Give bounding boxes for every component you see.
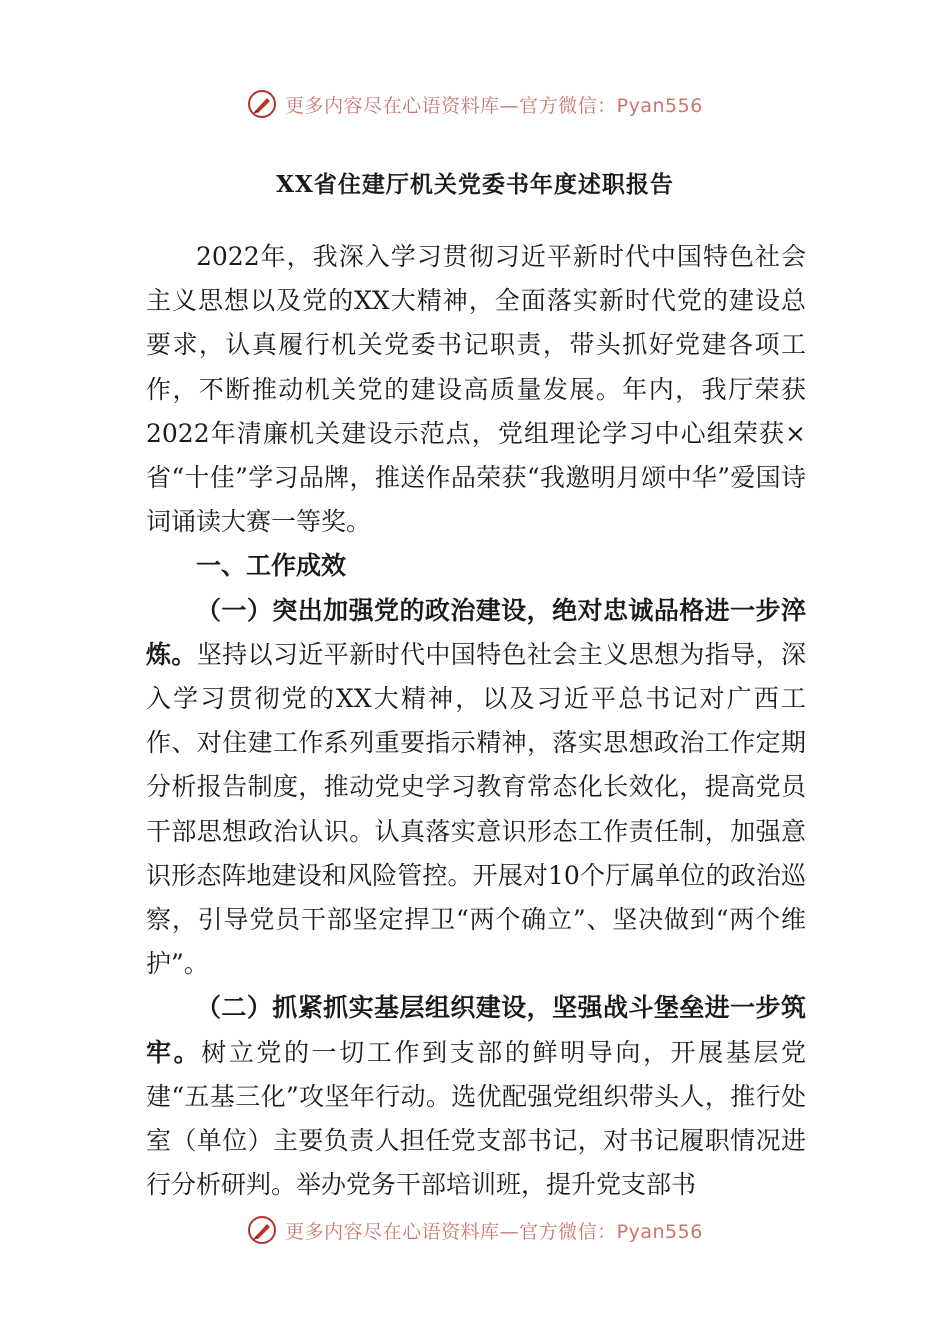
pen-logo-icon [247,1215,277,1245]
watermark-text: 更多内容尽在心语资料库—官方微信：Pyan556 [285,94,703,117]
pen-logo-icon [247,89,277,119]
watermark-text: 更多内容尽在心语资料库—官方微信：Pyan556 [285,1220,703,1243]
watermark-banner-bottom [0,1210,950,1250]
document-body [146,235,806,1207]
paragraph-2-lead: （二）抓紧抓实基层组织建设，坚强战斗堡垒进一步筑牢。 [146,993,806,1067]
paragraph-1 [146,589,806,987]
paragraph-2-body: 树立党的一切工作到支部的鲜明导向，开展基层党建“五基三化”攻坚年行动。选优配强党组织带头人，推行处室（单位）主要负责人担任党支部书记，对书记履职情况进行分析研判。举办党务干部培训班，提升党支部书 [146,1037,806,1200]
paragraph-1-body: 坚持以习近平新时代中国特色社会主义思想为指导，深入学习贯彻党的XX大精神，以及习近平总书记对广西工作、对住建工作系列重要指示精神，落实思想政治工作定期分析报告制度，推动党史学习教育常态化长效化，提高党员干部思想政治认识。认真落实意识形态工作责任制，加强意识形态阵地建设和风险管控。开展对10个厅属单位的政治巡察，引导党员干部坚定捍卫“两个确立”、坚决做到“两个维护”。 [146,639,806,979]
section-heading: 一、工作成效 [196,551,347,581]
watermark-banner-top [0,84,950,124]
intro-paragraph: 2022年，我深入学习贯彻习近平新时代中国特色社会主义思想以及党的XX大精神，全面落实新时代党的建设总要求，认真履行机关党委书记职责，带头抓好党建各项工作，不断推动机关党的建设高质量发展。年内，我厅荣获2022年清廉机关建设示范点，党组理论学习中心组荣获×省“十佳”学习品牌，推送作品荣获“我邀明月颂中华”爱国诗词诵读大赛一等奖。 [146,242,806,537]
paragraph-2 [146,986,806,1207]
paragraph-1-lead: （一）突出加强党的政治建设，绝对忠诚品格进一步淬炼。 [146,595,806,669]
document-title: XX省住建厅机关党委书年度述职报告 [276,171,674,198]
